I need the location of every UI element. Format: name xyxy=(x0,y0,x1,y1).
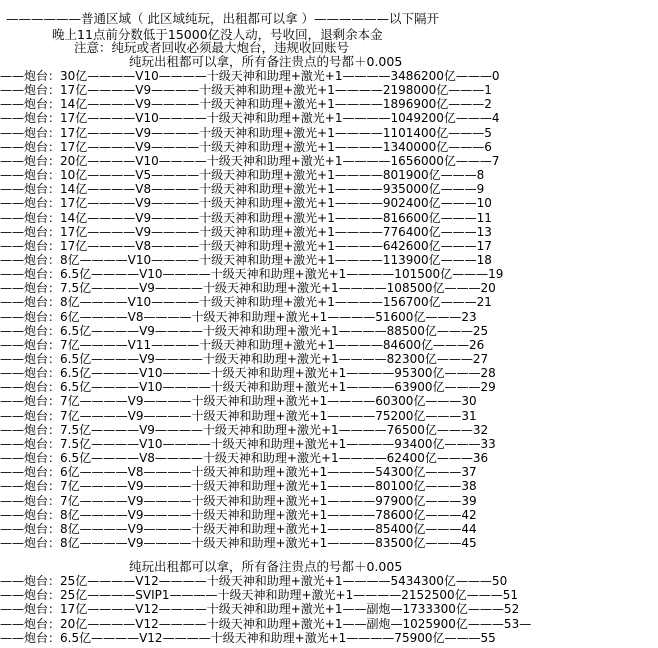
list-item: ——炮台：17亿————V10————十级天神和助理+激光+1————1049200亿———4 xyxy=(0,111,500,126)
list-item: ——炮台：14亿————V8————十级天神和助理+激光+1————935000亿———9 xyxy=(0,182,485,197)
list-item: ——炮台：17亿————V9————十级天神和助理+激光+1————1340000亿———6 xyxy=(0,139,492,154)
list-item: ——炮台：8亿————V10————十级天神和助理+激光+1————156700亿———21 xyxy=(0,295,492,310)
list-item: ——炮台：6.5亿————V8————十级天神和助理+激光+1————62400亿———36 xyxy=(0,451,489,466)
header-notice-line: 注意：纯玩或者回收必须最大炮台，违规收回账号 xyxy=(74,40,350,55)
section1-title: 纯玩出租都可以拿，所有备注贵点的号都＋0.005 xyxy=(129,54,403,69)
list-item: ——炮台：6.5亿————V10————十级天神和助理+激光+1————101500亿———19 xyxy=(0,267,504,282)
header-title-line: ——————普通区域（ 此区域纯玩，出租都可以拿 ）——————以下隔开 xyxy=(6,11,439,26)
list-item: ——炮台：8亿————V9————十级天神和助理+激光+1————83500亿———45 xyxy=(0,535,477,550)
list-item: ——炮台：6.5亿————V10————十级天神和助理+激光+1————63900亿———29 xyxy=(0,380,496,395)
list-item: ——炮台：10亿————V5————十级天神和助理+激光+1————801900亿———8 xyxy=(0,168,485,183)
list-item: ——炮台：30亿————V10————十级天神和助理+激光+1————3486200亿———0 xyxy=(0,69,500,83)
list-item: ——炮台：14亿————V9————十级天神和助理+激光+1————816600亿———11 xyxy=(0,210,492,225)
list-item: ——炮台：17亿————V9————十级天神和助理+激光+1————2198000亿———1 xyxy=(0,83,492,98)
list-item: ——炮台：7.5亿————V10————十级天神和助理+激光+1————93400亿———33 xyxy=(0,436,496,451)
list-item: ——炮台：6亿————V8————十级天神和助理+激光+1————54300亿———37 xyxy=(0,465,477,480)
list-item: ——炮台：7亿————V9————十级天神和助理+激光+1————75200亿———31 xyxy=(0,408,477,423)
list-item: ——炮台：17亿————V9————十级天神和助理+激光+1————776400亿———13 xyxy=(0,224,492,239)
list-item: ——炮台：6.5亿————V10————十级天神和助理+激光+1————95300亿———28 xyxy=(0,366,496,381)
list-item: ——炮台：7亿————V11————十级天神和助理+激光+1————84600亿———26 xyxy=(0,337,485,352)
list-item: ——炮台：17亿————V9————十级天神和助理+激光+1————1101400亿———5 xyxy=(0,125,492,140)
list-item: ——炮台：17亿————V12————十级天神和助理+激光+1——副炮—1733300亿———52 xyxy=(0,602,520,617)
list-item: ——炮台：7.5亿————V9————十级天神和助理+激光+1————108500亿———20 xyxy=(0,281,496,296)
list-item: ——炮台：17亿————V9————十级天神和助理+激光+1————902400亿———10 xyxy=(0,196,492,211)
list-item: ——炮台：6.5亿————V9————十级天神和助理+激光+1————82300亿———27 xyxy=(0,352,489,366)
list-item: ——炮台：8亿————V9————十级天神和助理+激光+1————78600亿———42 xyxy=(0,507,477,522)
list-item: ——炮台：14亿————V9————十级天神和助理+激光+1————1896900亿———2 xyxy=(0,97,492,112)
header-rule-line: 晚上11点前分数低于15000亿没人动，号收回，退剩余本金 xyxy=(52,27,383,42)
list-item: ——炮台：25亿————V12————十级天神和助理+激光+1————5434300亿———50 xyxy=(0,574,508,588)
list-item: ——炮台：20亿————V10————十级天神和助理+激光+1————1656000亿———7 xyxy=(0,153,500,168)
list-item: ——炮台：6.5亿————V12————十级天神和助理+激光+1————75900亿———55 xyxy=(0,630,496,645)
list-item: ——炮台：6.5亿————V9————十级天神和助理+激光+1————88500亿———25 xyxy=(0,323,489,338)
list-item: ——炮台：8亿————V10————十级天神和助理+激光+1————113900亿———18 xyxy=(0,252,492,267)
list-item: ——炮台：20亿————V12————十级天神和助理+激光+1——副炮—1025900亿———53— xyxy=(0,616,532,631)
section2-title: 纯玩出租都可以拿，所有备注贵点的号都＋0.005 xyxy=(129,559,403,574)
list-item: ——炮台：7亿————V9————十级天神和助理+激光+1————97900亿———39 xyxy=(0,493,477,508)
list-item: ——炮台：6亿————V8————十级天神和助理+激光+1————51600亿———23 xyxy=(0,309,477,324)
list-item: ——炮台：25亿————SVIP1————十级天神和助理+激光+1————2152500亿———51 xyxy=(0,588,518,603)
list-item: ——炮台：7.5亿————V9————十级天神和助理+激光+1————76500亿———32 xyxy=(0,422,489,437)
list-item: ——炮台：17亿————V8————十级天神和助理+激光+1————642600亿———17 xyxy=(0,238,492,253)
list-item: ——炮台：8亿————V9————十级天神和助理+激光+1————85400亿———44 xyxy=(0,521,477,536)
list-item: ——炮台：7亿————V9————十级天神和助理+激光+1————60300亿———30 xyxy=(0,394,477,409)
list-item: ——炮台：7亿————V9————十级天神和助理+激光+1————80100亿———38 xyxy=(0,479,477,494)
